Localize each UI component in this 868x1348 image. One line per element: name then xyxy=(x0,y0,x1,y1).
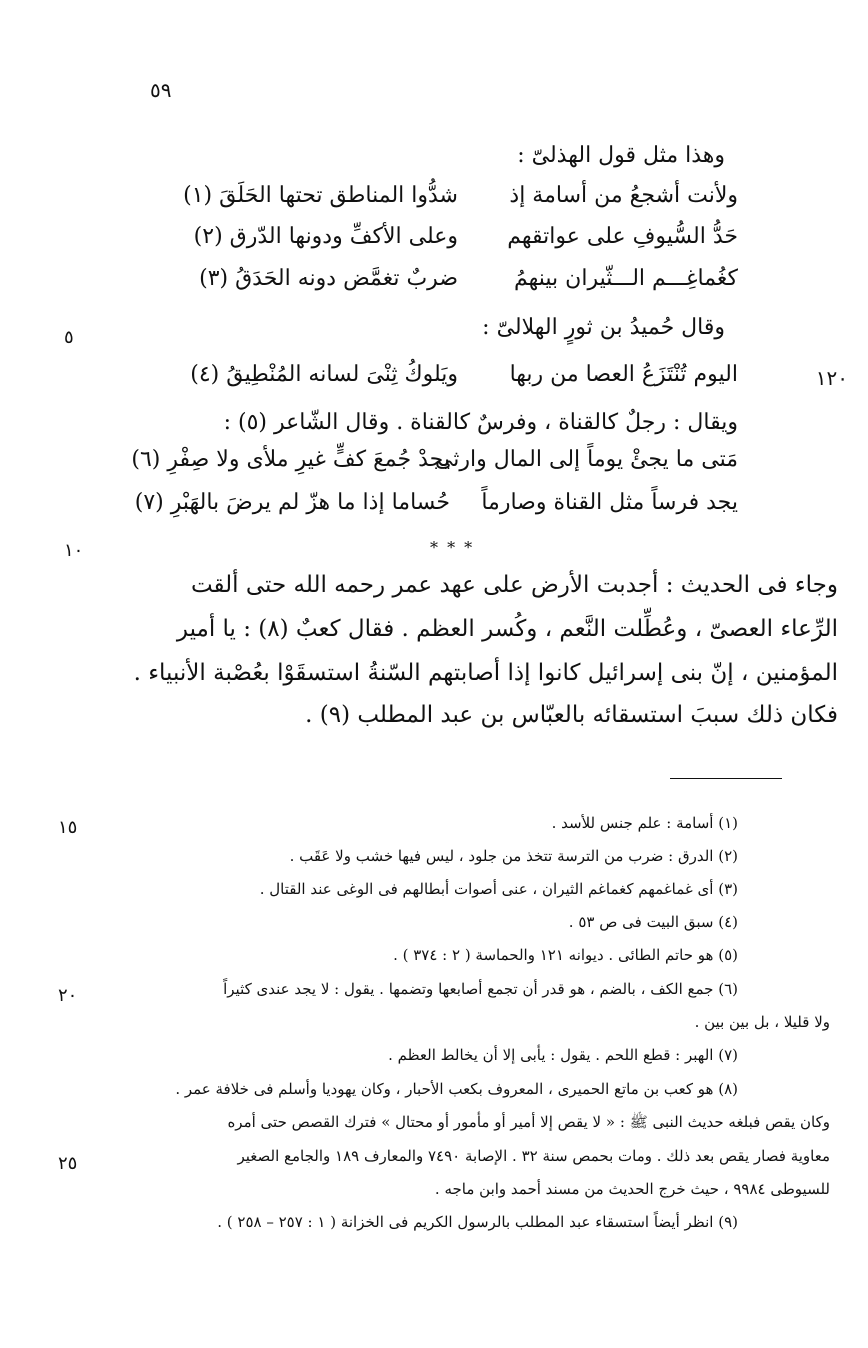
verse-qanat-1-left: يجدْ جُمعَ كفٍّ غيرِ ملأى ولا صِفْرِ (٦) xyxy=(131,447,450,472)
verse-qanat-1-right: مَتى ما يجئْ يوماً إلى المال وارثى xyxy=(434,447,738,472)
intro-humaid: وقال حُميدُ بن ثورٍ الهلالىّ : xyxy=(482,315,725,340)
margin-line-15: ١٥ xyxy=(58,817,78,838)
footnote-6-cont: ولا قليلا ، بل بين بين . xyxy=(694,1013,830,1031)
footnote-1: (١) أسامة : علم جنس للأسد . xyxy=(551,814,738,832)
prose-line-2: الرِّعاء العصىّ ، وعُطِّلت النَّعم ، وكُسر العظم . فقال كعبٌ (٨) : يا أمير xyxy=(176,616,838,642)
verse-humaid-left: ويَلوكُ ثِنْىَ لسانه المُنْطِيقُ (٤) xyxy=(190,362,458,387)
verse-3-right: كغُماغِـــم الـــثّيران بينهمُ xyxy=(514,266,738,291)
footnote-5: (٥) هو حاتم الطائى . ديوانه ١٢١ والحماسة ( ٢ : ٣٧٤ ) . xyxy=(393,946,738,964)
margin-line-20: ٢٠ xyxy=(58,985,78,1006)
footnote-8: (٨) هو كعب بن ماتع الحميرى ، المعروف بكعب الأحبار ، وكان يهوديا وأسلم فى خلافة عمر . xyxy=(175,1080,738,1098)
footnote-3: (٣) أى غماغمهم كغماغم الثيران ، عنى أصوات أبطالهم فى الوغى عند القتال . xyxy=(259,880,738,898)
margin-line-5: ٥ xyxy=(64,327,74,348)
section-separator: * * * xyxy=(430,538,475,557)
footnote-rule xyxy=(670,778,782,779)
verse-2-right: حَدُّ السُّيوفِ على عواتقهم xyxy=(507,224,738,249)
margin-line-10: ١٠ xyxy=(64,540,84,561)
entry-number: ١٢٠ xyxy=(815,366,848,390)
footnote-7: (٧) الهبر : قطع اللحم . يقول : يأبى إلا أن يخالط العظم . xyxy=(388,1046,738,1064)
verse-humaid-right: اليوم تُنْتَزَعُ العصا من ربها xyxy=(509,362,738,387)
verse-2-left: وعلى الأكفِّ ودونها الدّرق (٢) xyxy=(193,224,458,249)
verse-qanat-2-left: حُساما إذا ما هزّ لم يرضَ بالهَبْرِ (٧) xyxy=(134,490,450,515)
footnote-2: (٢) الدرق : ضرب من الترسة تتخذ من جلود ، ليس فيها خشب ولا عَقَب . xyxy=(289,847,738,865)
footnote-8-cont-2: معاوية فصار يقص بعد ذلك . ومات بحمص سنة ٣٢ . الإصابة ٧٤٩٠ والمعارف ١٨٩ والجامع الصغير xyxy=(237,1147,830,1165)
prose-line-4: فكان ذلك سببَ استسقائه بالعبّاس بن عبد المطلب (٩) . xyxy=(305,702,838,728)
verse-1-right: ولأنت أشجعُ من أسامة إذ xyxy=(509,183,738,208)
intro-qanat: ويقال : رجلٌ كالقناة ، وفرسٌ كالقناة . وقال الشّاعر (٥) : xyxy=(223,410,738,435)
footnote-9: (٩) انظر أيضاً استسقاء عبد المطلب بالرسول الكريم فى الخزانة ( ١ : ٢٥٧ – ٢٥٨ ) . xyxy=(217,1213,738,1231)
footnote-8-cont-1: وكان يقص فبلغه حديث النبى ﷺ : « لا يقص إلا أمير أو مأمور أو محتال » فترك القصص حتى أمره xyxy=(227,1113,830,1131)
footnote-4: (٤) سبق البيت فى ص ٥٣ . xyxy=(568,913,738,931)
footnote-6: (٦) جمع الكف ، بالضم ، هو قدر أن تجمع أصابعها وتضمها . يقول : لا يجد عندى كثيراً xyxy=(223,980,738,998)
intro-hudhali: وهذا مثل قول الهذلىّ : xyxy=(517,143,725,168)
footnote-8-cont-3: للسيوطى ٩٩٨٤ ، حيث خرج الحديث من مسند أحمد وابن ماجه . xyxy=(434,1180,830,1198)
prose-line-1: وجاء فى الحديث : أجدبت الأرض على عهد عمر رحمه الله حتى ألقت xyxy=(190,572,838,598)
verse-qanat-2-right: يجد فرساً مثل القناة وصارماً xyxy=(481,490,738,515)
margin-line-25: ٢٥ xyxy=(58,1153,78,1174)
verse-3-left: ضربٌ تغمَّض دونه الحَدَقُ (٣) xyxy=(199,266,458,291)
prose-line-3: المؤمنين ، إنّ بنى إسرائيل كانوا إذا أصابتهم السّنةُ استسقَوْا بعُصْبة الأنبياء . xyxy=(133,660,838,686)
page-number: ٥٩ xyxy=(150,78,172,102)
verse-1-left: شدُّوا المناطق تحتها الحَلَقَ (١) xyxy=(183,183,458,208)
